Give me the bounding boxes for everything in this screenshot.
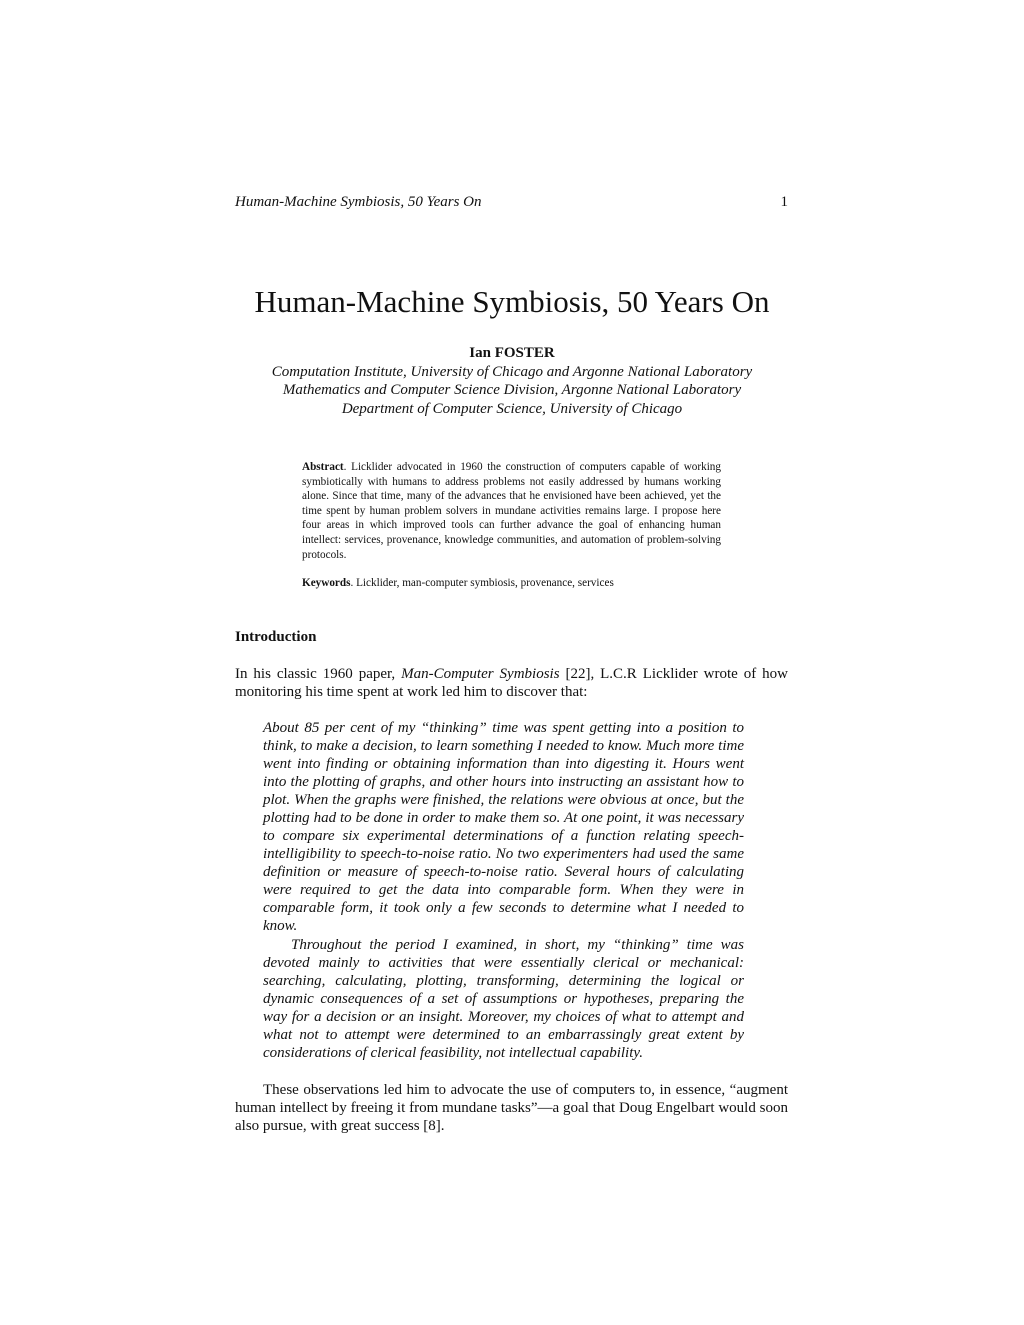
cited-paper-title: Man-Computer Symbiosis bbox=[401, 666, 560, 682]
abstract-label: Abstract bbox=[302, 461, 344, 473]
keywords-text: . Licklider, man-computer symbiosis, provenance, services bbox=[350, 577, 614, 589]
intro-text-start: In his classic 1960 paper, bbox=[235, 666, 402, 682]
section-heading-introduction: Introduction bbox=[235, 629, 317, 645]
affiliation-3: Department of Computer Science, University of Chicago bbox=[341, 400, 683, 417]
closing-paragraph: These observations led him to advocate the use of computers to, in essence, “augment human intellect by freeing it from mundane tasks”—a goal that Doug Engelbart would soon also pursue, with great success [8]. bbox=[235, 1082, 788, 1134]
block-quote-1: About 85 per cent of my “thinking” time was spent getting into a position to think, to make a decision, to learn something I needed to know. Much more time went into finding or obtaining information than into digesting it. Hours went into the plotting of graphs, and other hours into instructing an assistant how to plot. When the graphs were finished, the relations were obvious at once, but the plotting had to be done in order to make them so. At one point, it was necessary to compare six experimental determinations of a function relating speech-intelligibility to speech-to-noise ratio. No two experimenters had used the same definition or measure of speech-to-noise ratio. Several hours of calculating were required to get the data into comparable form. When they were in comparable form, it took only a few seconds to determine what I needed to know. bbox=[263, 720, 744, 934]
affiliation-1: Computation Institute, University of Chicago and Argonne National Laboratory bbox=[271, 363, 753, 380]
intro-text-end: [22], L.C.R Licklider wrote of how monitoring his time spent at work led him to discover that: bbox=[235, 666, 788, 700]
block-quote-2: Throughout the period I examined, in short, my “thinking” time was devoted mainly to activities that were essentially clerical or mechanical: searching, calculating, plotting, transforming, determining the logical or dynamic consequences of a set of assumptions or hypotheses, preparing the way for a decision or an insight. Moreover, my choices of what to attempt and what not to attempt were determined to an embarrassingly great extent by considerations of clerical feasibility, not intellectual capability. bbox=[263, 937, 744, 1061]
page-number: 1 bbox=[780, 194, 788, 210]
running-title: Human-Machine Symbiosis, 50 Years On bbox=[235, 194, 482, 210]
running-header bbox=[235, 194, 788, 211]
intro-paragraph bbox=[235, 665, 788, 701]
author-name: Ian FOSTER bbox=[469, 345, 555, 361]
abstract-text: . Licklider advocated in 1960 the construction of computers capable of working symbiotically with humans to address problems not easily addressed by humans working alone. Since that time, many of the advances that he envisioned have been achieved, yet the time spent by human problem solvers in mundane activities remains large. I propose here four areas in which improved tools can further advance the goal of enhancing human intellect: services, provenance, knowledge communities, and automation of problem-solving protocols. bbox=[302, 461, 721, 561]
keywords bbox=[302, 576, 721, 591]
keywords-label: Keywords bbox=[302, 577, 351, 589]
affiliation-2: Mathematics and Computer Science Division, Argonne National Laboratory bbox=[282, 382, 742, 398]
author-block bbox=[200, 344, 824, 418]
paper-title: Human-Machine Symbiosis, 50 Years On bbox=[254, 284, 770, 319]
abstract bbox=[302, 460, 721, 562]
